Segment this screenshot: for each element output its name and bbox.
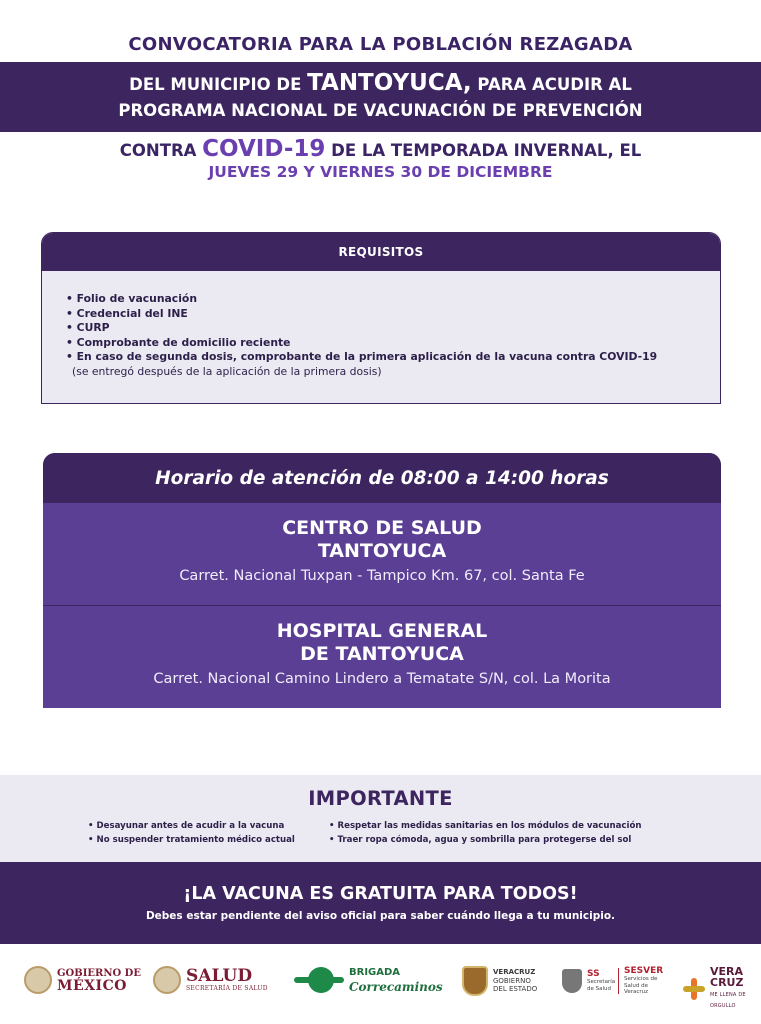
logo-text: SALUD	[186, 966, 253, 986]
requisitos-list	[42, 271, 720, 365]
site-name: HOSPITAL GENERAL DE TANTOYUCA	[276, 620, 488, 665]
header-line-1: CONVOCATORIA PARA LA POBLACIÓN REZAGADA	[128, 34, 633, 55]
horario-title: Horario de atención de 08:00 a 14:00 horas	[43, 453, 721, 503]
logo-text: Correcaminos	[349, 980, 443, 994]
site-hospital-general	[43, 605, 721, 708]
importante-box	[0, 775, 761, 862]
requisito-item: • Credencial del INE	[66, 307, 720, 322]
logo-text: SECRETARÍA DE SALUD	[186, 985, 268, 992]
header-dates: JUEVES 29 Y VIERNES 30 DE DICIEMBRE	[208, 163, 553, 181]
ss-shield-icon	[562, 969, 582, 993]
importante-item: • No suspender tratamiento médico actual	[88, 833, 295, 847]
header-line-2-post: PARA ACUDIR AL	[471, 75, 632, 94]
mexico-seal-icon	[24, 966, 52, 994]
importante-item: • Respetar las medidas sanitarias en los módulos de vacunación	[329, 819, 642, 833]
logo-text: SESVER	[624, 966, 664, 976]
requisito-item: • Folio de vacunación	[66, 292, 720, 307]
logo-veracruz-gobierno	[462, 966, 537, 996]
logo-divider	[618, 968, 619, 994]
requisito-item: • En caso de segunda dosis, comprobante de la primera aplicación de la vacuna contra COVID-19	[66, 350, 720, 365]
importante-item: • Desayunar antes de acudir a la vacuna	[88, 819, 295, 833]
horario-box	[43, 453, 721, 708]
header-line-4	[0, 136, 761, 162]
requisito-item: • CURP	[66, 321, 720, 336]
logo-text: ME LLENA DE ORGULLO	[710, 992, 746, 1009]
logo-text: GOBIERNO	[493, 976, 531, 985]
site-address: Carret. Nacional Tuxpan - Tampico Km. 67, col. Santa Fe	[179, 568, 585, 584]
header-line-2	[0, 70, 761, 96]
logo-veracruz-orgullo	[683, 966, 758, 1012]
header-line-2-pre: DEL MUNICIPIO DE	[129, 75, 308, 94]
header-line-4-post: DE LA TEMPORADA INVERNAL, EL	[325, 141, 642, 160]
logo-ss-sesver	[562, 966, 672, 996]
logo-gobierno-mexico	[24, 966, 141, 994]
logo-text: Servicios de Salud de Veracruz	[624, 976, 658, 995]
site-centro-de-salud	[43, 503, 721, 605]
municipality-name: TANTOYUCA,	[307, 70, 472, 96]
header-line-3: PROGRAMA NACIONAL DE VACUNACIÓN DE PREVENCIÓN	[118, 101, 643, 120]
site-address: Carret. Nacional Camino Lindero a Tematate S/N, col. La Morita	[153, 671, 611, 687]
importante-item: • Traer ropa cómoda, agua y sombrilla para protegerse del sol	[329, 833, 642, 847]
logo-text: DEL ESTADO	[493, 985, 538, 994]
requisito-item: • Comprobante de domicilio reciente	[66, 336, 720, 351]
requisitos-title: REQUISITOS	[42, 233, 720, 271]
logo-salud	[153, 966, 268, 994]
importante-list-left	[88, 819, 295, 847]
requisitos-box	[41, 232, 721, 404]
logo-text: VERACRUZ	[493, 968, 536, 977]
logo-text: Secretaría de Salud	[587, 979, 616, 992]
gratuita-subtitle: Debes estar pendiente del aviso oficial para saber cuándo llega a tu municipio.	[145, 910, 616, 922]
requisitos-note: (se entregó después de la aplicación de la primera dosis)	[72, 364, 382, 378]
importante-list-right	[329, 819, 642, 847]
logo-text: SS	[587, 969, 600, 980]
logo-text: GOBIERNO DE	[57, 968, 141, 979]
site-name: CENTRO DE SALUD TANTOYUCA	[282, 517, 482, 562]
header-line-4-pre: CONTRA	[119, 141, 203, 160]
gratuita-title: ¡LA VACUNA ES GRATUITA PARA TODOS!	[183, 884, 578, 904]
logos-bar	[0, 960, 761, 1010]
gratuita-banner	[0, 862, 761, 944]
logo-text: VERA CRUZ	[710, 965, 744, 989]
logo-text: BRIGADA	[349, 967, 401, 978]
roadrunner-icon	[294, 967, 344, 993]
logo-brigada-correcaminos	[294, 966, 443, 994]
veracruz-shield-icon	[462, 966, 488, 996]
veracruz-star-icon	[683, 978, 705, 1000]
importante-title: IMPORTANTE	[308, 787, 453, 810]
covid-label: COVID-19	[202, 136, 326, 162]
salud-seal-icon	[153, 966, 181, 994]
logo-text: MÉXICO	[57, 978, 127, 994]
